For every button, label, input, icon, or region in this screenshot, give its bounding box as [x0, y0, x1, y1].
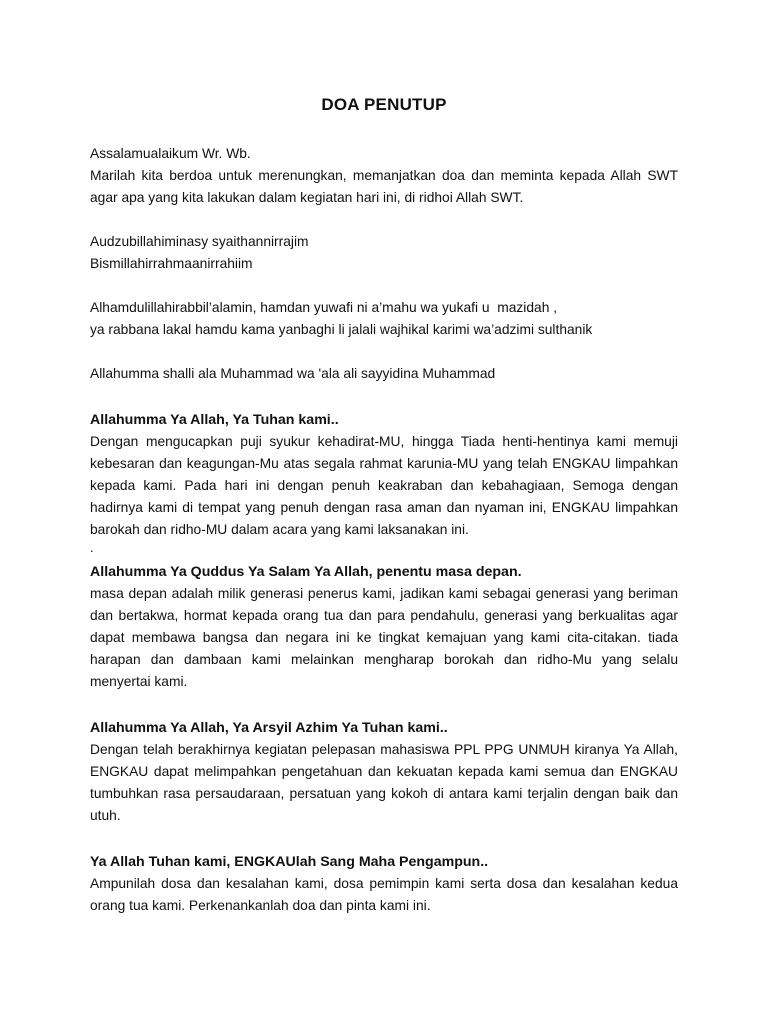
hamdalah-line-1: Alhamdulillahirabbil’alamin, hamdan yuwafi ni a’mahu wa yukafi u mazidah ,	[90, 300, 558, 315]
hamdalah-line-2: ya rabbana lakal hamdu kama yanbaghi li jalali wajhikal karimi wa’adzimi sulthanik	[90, 322, 593, 337]
greeting: Assalamualaikum Wr. Wb.	[90, 146, 251, 161]
basmalah-line: Bismillahirrahmaanirrahiim	[90, 256, 253, 271]
spacer	[90, 693, 678, 715]
section-heading: Allahumma Ya Allah, Ya Arsyil Azhim Ya Tuhan kami..	[90, 720, 448, 736]
section-paragraph: Dengan telah berakhirnya kegiatan pelepasan mahasiswa PPL PPG UNMUH kiranya Ya Allah, ENGKAU dapat melimpahkan pengetahuan dan kekuatan kepada kami semua dan ENGKAU tumbuhkan rasa persaudaraan, persatuan yang kokoh di antara kami terjalin dengan baik dan utuh.	[90, 742, 678, 823]
section-heading: Allahumma Ya Quddus Ya Salam Ya Allah, penentu masa depan.	[90, 564, 522, 580]
spacer	[90, 275, 678, 297]
invitation-paragraph: Marilah kita berdoa untuk merenungkan, memanjatkan doa dan meminta kepada Allah SWT agar apa yang kita lakukan dalam kegiatan hari ini, di ridhoi Allah SWT.	[90, 168, 678, 205]
shalawat-line: Allahumma shalli ala Muhammad wa 'ala ali sayyidina Muhammad	[90, 366, 496, 381]
document-body	[90, 143, 678, 917]
stray-period: .	[90, 540, 94, 555]
spacer	[90, 827, 678, 849]
document-title: DOA PENUTUP	[321, 95, 447, 114]
section-paragraph: Ampunilah dosa dan kesalahan kami, dosa pemimpin kami serta dosa dan kesalahan kedua orang tua kami. Perkenankanlah doa dan pinta kami ini.	[90, 876, 678, 913]
spacer	[90, 385, 678, 407]
section-paragraph: masa depan adalah milik generasi penerus kami, jadikan kami sebagai generasi yang beriman dan bertakwa, hormat kepada orang tua dan para pendahulu, generasi yang berkualitas agar dapat membawa bangsa dan negara ini ke tingkat kemajuan yang kami cita-citakan. tiada harapan dan dambaan kami melainkan mengharap borokah dan ridho-Mu yang selalu menyertai kami.	[90, 586, 678, 689]
section-heading: Ya Allah Tuhan kami, ENGKAUlah Sang Maha Pengampun..	[90, 854, 489, 870]
section-paragraph: Dengan mengucapkan puji syukur kehadirat-MU, hingga Tiada henti-hentinya kami memuji kebesaran dan keagungan-Mu atas segala rahmat karunia-MU yang telah ENGKAU limpahkan kepada kami. Pada hari ini dengan penuh keakraban dan kebahagiaan, Semoga dengan hadirnya kami di tempat yang penuh dengan rasa aman dan nyaman ini, ENGKAU limpahkan barokah dan ridho-MU dalam acara yang kami laksanakan ini.	[90, 434, 678, 537]
section-heading: Allahumma Ya Allah, Ya Tuhan kami..	[90, 412, 339, 428]
spacer	[90, 209, 678, 231]
spacer	[90, 341, 678, 363]
taawudz-line: Audzubillahiminasy syaithannirrajim	[90, 234, 309, 249]
